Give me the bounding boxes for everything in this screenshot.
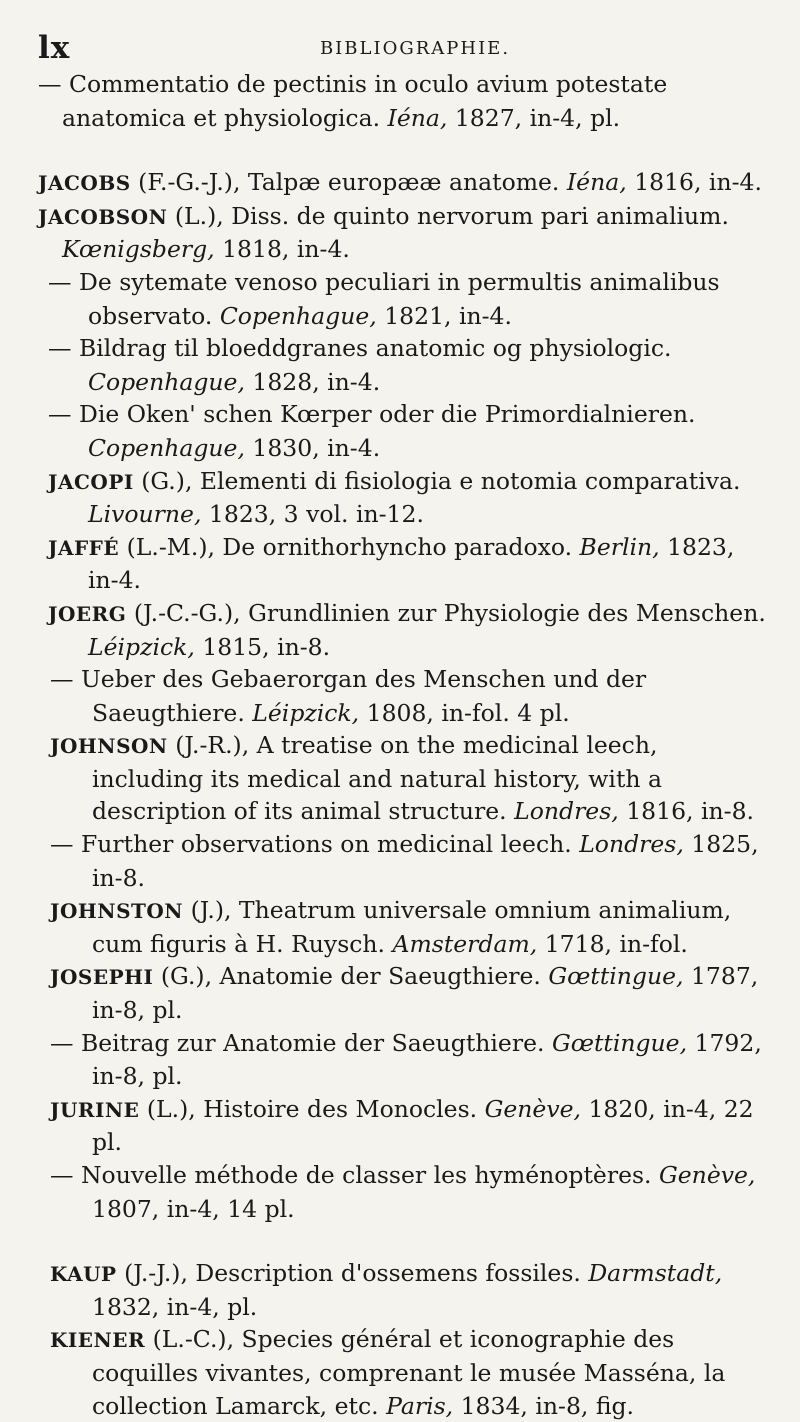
running-title: BIBLIOGRAPHIE. — [319, 38, 511, 59]
bib-entry: JAFFÉ (L.-M.), De ornithorhyncho paradoxo. Berlin, 1823, in-4. — [48, 532, 735, 595]
page-number: lx — [38, 30, 71, 66]
bib-entry: JACOBSON (L.), Diss. de quinto nervorum pari animalium. Kœnigsberg, 1818, in-4. — [38, 201, 729, 264]
bib-entry: KAUP (J.-J.), Description d'ossemens fossiles. Darmstadt, 1832, in-4, pl. — [50, 1259, 723, 1321]
bib-entry: — Commentatio de pectinis in oculo avium potestate anatomica et physiologica. Iéna, 1827, in-4, pl. — [38, 70, 668, 132]
bib-entry: JACOBS (F.-G.-J.), Talpæ europææ anatome. Iéna, 1816, in-4. — [38, 168, 762, 197]
bib-entry: — Beitrag zur Anatomie der Saeugthiere. Gœttingue, 1792, in-8, pl. — [50, 1028, 762, 1091]
bib-entry: — Bildrag til bloeddgranes anatomic og physiologic. Copenhague, 1828, in-4. — [48, 334, 672, 396]
section-gap — [38, 1225, 772, 1257]
section-gap — [38, 134, 772, 166]
bib-entry: — De sytemate venoso peculiari in permultis animalibus observato. Copenhague, 1821, in-4. — [48, 267, 720, 330]
bib-entry: KIENER (L.-C.), Species général et iconographie des coquilles vivantes, comprenant le musée Masséna, la collection Lamarck, etc. Paris, 1834, in-8, fig. — [50, 1325, 726, 1420]
bib-entry: — Further observations on medicinal leech. Londres, 1825, in-8. — [50, 830, 759, 892]
bib-entry: JURINE (L.), Histoire des Monocles. Genève, 1820, in-4, 22 pl. — [50, 1094, 754, 1157]
bib-entry: JOHNSTON (J.), Theatrum universale omnium animalium, cum figuris à H. Ruysch. Amsterdam, 1718, in-fol. — [50, 896, 732, 958]
bib-entry: JOSEPHI (G.), Anatomie der Saeugthiere. Gœttingue, 1787, in-8, pl. — [50, 962, 759, 1025]
page-header — [38, 18, 772, 68]
bib-entry: — Nouvelle méthode de classer les hyménoptères. Genève, 1807, in-4, 14 pl. — [50, 1161, 756, 1223]
bib-entry: — Ueber des Gebaerorgan des Menschen und der Saeugthiere. Léipzick, 1808, in-fol. 4 pl. — [50, 665, 647, 727]
bib-entry: — Die Oken' schen Kœrper oder die Primordialnieren. Copenhague, 1830, in-4. — [48, 400, 696, 462]
bib-entry: JOERG (J.-C.-G.), Grundlinien zur Physiologie des Menschen. Léipzick, 1815, in-8. — [48, 598, 766, 661]
bibliography-list — [38, 68, 772, 1422]
bib-entry: JOHNSON (J.-R.), A treatise on the medicinal leech, including its medical and natural history, with a description of its animal structure. Londres, 1816, in-8. — [50, 731, 754, 826]
bib-entry: JACOPI (G.), Elementi di fisiologia e notomia comparativa. Livourne, 1823, 3 vol. in-12. — [48, 466, 741, 529]
